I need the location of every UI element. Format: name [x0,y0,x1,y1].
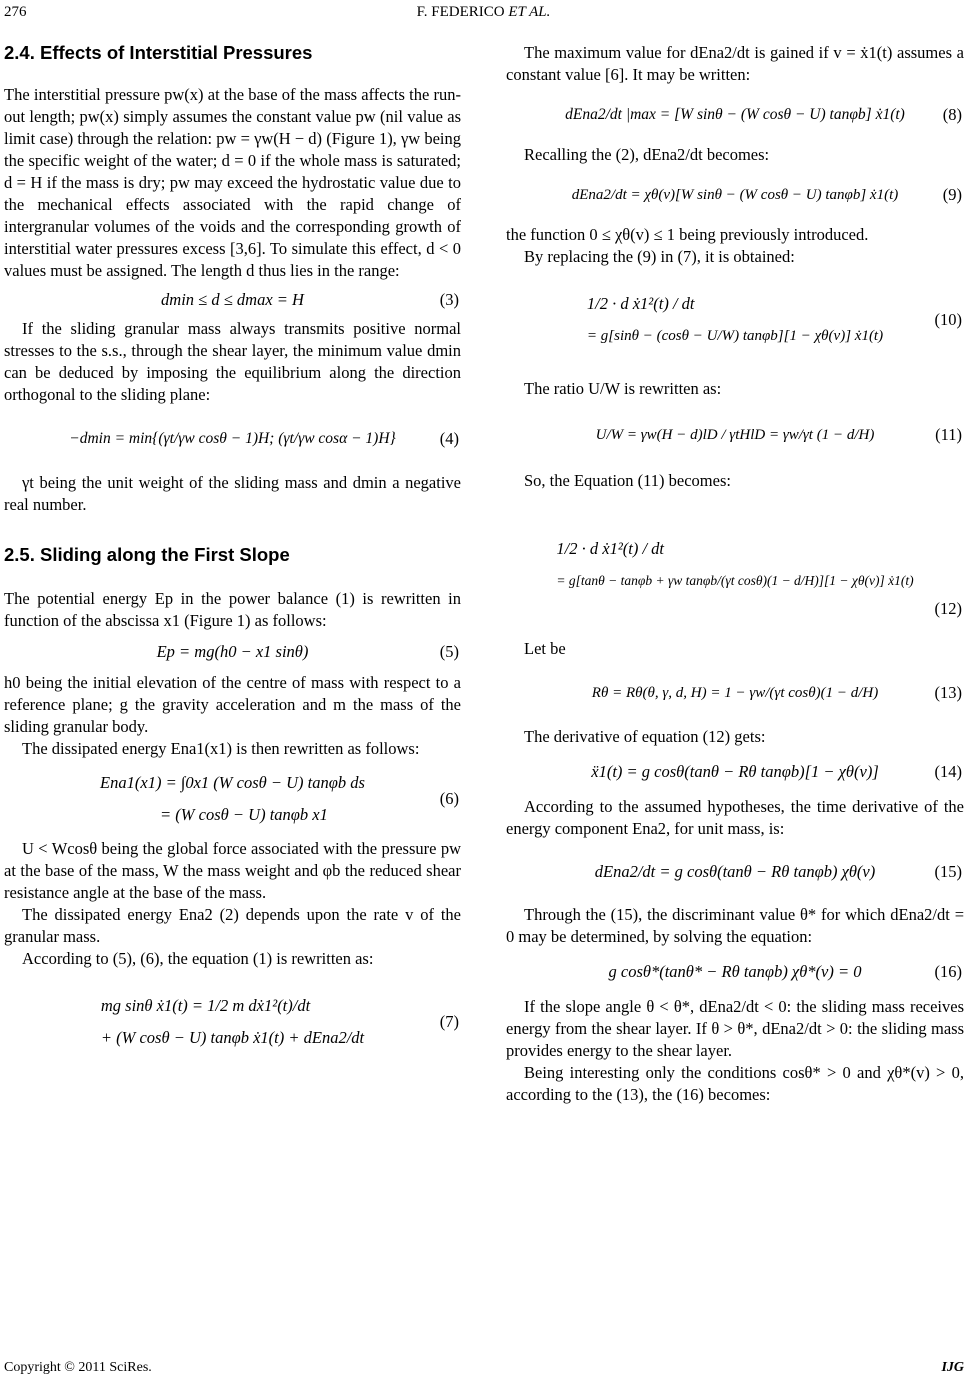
equation-5 [4,632,461,672]
running-head [0,4,967,21]
left-column [4,38,461,1074]
authors: F. FEDERICO [416,4,505,20]
equation-8 [506,86,964,144]
page-header [0,4,967,26]
equation-number: (9) [942,185,962,204]
equation-body: dEna2/dt |max = [W sinθ − (W cosθ − U) tanφb] ẋ1(t) [565,106,905,123]
paragraph: So, the Equation (11) becomes: [524,471,731,490]
equation-body: U/W = γw(H − d)lD / γtHlD = γw/γt (1 − d/H) [595,426,875,443]
copyright: Copyright © 2011 SciRes. [4,1360,152,1375]
section-2-5-heading: 2.5. Sliding along the First Slope [4,544,290,565]
equation-number: (7) [439,1012,459,1031]
equation-body: dEna2/dt = χθ(v)[W sinθ − (W cosθ − U) tanφb] ẋ1(t) [571,186,899,203]
equation-number: (12) [934,598,962,618]
equation-number: (13) [934,683,962,702]
paragraph: The ratio U/W is rewritten as: [524,379,722,398]
equation-rhs: 1/2 m dẋ1²(t)/dt [207,996,311,1015]
equation-number: (8) [942,105,962,124]
paragraph: The maximum value for dEna2/dt is gained if v = ẋ1(t) assumes a constant value [6]. It may be written: [506,43,964,84]
equation-body [101,990,364,1054]
authors-etal: ET AL. [508,4,551,20]
equation-13 [506,660,964,726]
equation-11 [506,400,964,470]
equation-number: (10) [934,310,962,329]
journal-abbrev: IJG [941,1360,964,1375]
equation-6 [4,760,461,838]
equation-number: (11) [935,425,962,444]
equation-16 [506,948,964,996]
paragraph: Let be [524,639,566,658]
paragraph: h0 being the initial elevation of the centre of mass with respect to a reference plane; g the gravity acceleration and m the mass of the sliding granular body. [4,673,461,736]
equation-body: dEna2/dt = g cosθ(tanθ − Rθ tanφb) χθ(v) [594,862,876,881]
equation-body: g cosθ*(tanθ* − Rθ tanφb) χθ*(v) = 0 [608,962,862,981]
equation-body [556,533,913,597]
equation-line: = g[sinθ − (cosθ − U/W) tanφb][1 − χθ(v)] ẋ1(t) [586,328,884,344]
paragraph: Through the (15), the discriminant value θ* for which dEna2/dt = 0 may be determined, by solving the equation: [506,905,964,946]
equation-number: (5) [439,642,459,661]
paragraph: γt being the unit weight of the sliding mass and dmin a negative real number. [4,473,461,514]
equation-number: (3) [439,290,459,309]
equation-body: Rθ = Rθ(θ, γ, d, H) = 1 − γw/(γt cosθ)(1 − d/H) [591,684,879,701]
equation-9 [506,166,964,224]
equation-line: 1/2 · d ẋ1²(t) / dt [586,294,695,313]
equation-body: −dmin = min{(γt/γw cosθ − 1)H; (γt/γw cosα − 1)H} [69,430,396,447]
equation-line: = g[tanθ − tanφb + γw tanφb/(γt cosθ)(1 − d/H)][1 − χθ(v)] ẋ1(t) [556,573,914,588]
equation-body [587,288,883,352]
paragraph: The dissipated energy Ena1(x1) is then rewritten as follows: [22,739,420,758]
paragraph: If the slope angle θ < θ*, dEna2/dt < 0: the sliding mass receives energy from the shear layer. If θ > θ*, dEna2/dt > 0: the sliding mass provides energy to the shear layer. [506,997,964,1060]
equation-3 [4,282,461,318]
paragraph: The dissipated energy Ena2 (2) depends upon the rate v of the granular mass. [4,905,461,946]
paragraph: The derivative of equation (12) gets: [524,727,766,746]
paragraph: Recalling the (2), dEna2/dt becomes: [524,145,770,164]
paragraph: By replacing the (9) in (7), it is obtained: [524,247,795,266]
equation-body: Ep = mg(h0 − x1 sinθ) [156,642,309,661]
paragraph: According to (5), (6), the equation (1) is rewritten as: [22,949,374,968]
equation-7 [4,970,461,1074]
equation-10 [506,268,964,372]
equation-15 [506,840,964,904]
equation-number: (14) [934,762,962,781]
equation-line: + (W cosθ − U) tanφb ẋ1(t) + dEna2/dt [100,1028,365,1047]
paragraph: the function 0 ≤ χθ(v) ≤ 1 being previously introduced. [506,225,869,244]
equation-line: = (W cosθ − U) tanφb x1 [160,805,328,824]
equation-body: ẍ1(t) = g cosθ(tanθ − Rθ tanφb)[1 − χθ(v)] [591,762,879,781]
equation-14 [506,748,964,796]
equation-4 [4,406,461,472]
paragraph: Being interesting only the conditions cosθ* > 0 and χθ*(v) > 0, according to the (13), the (16) becomes: [506,1063,964,1104]
page-number: 276 [4,4,27,20]
right-column [506,38,964,1106]
page-footer [4,1360,964,1376]
equation-number: (16) [934,962,962,981]
paragraph: According to the assumed hypotheses, the time derivative of the energy component Ena2, for unit mass, is: [506,797,964,838]
equation-body [100,767,365,831]
paragraph: If the sliding granular mass always transmits positive normal stresses to the s.s., through the shear layer, the minimum value dmin can be deduced by imposing the equilibrium along the direction orthogonal to the sliding plane: [4,319,461,404]
equation-lhs: mg sinθ ẋ1(t) = [100,996,208,1015]
paragraph: The interstitial pressure pw(x) at the base of the mass affects the run-out length; pw(x) simply assumes the constant value pw (nil value as limit case) through the relation: pw = γw(H − d) (Figure 1), γw being the specific weight of the water; d = 0 if the whole mass is saturated; d = H if the mass is dry; pw may exceed the hydrostatic value due to the mechanical effects associated with the rapid change of intergranular volumes of the voids and the corresponding growth of interstitial water pressures excess [3,6]. To simulate this effect, d < 0 values must be assigned. The length d thus lies in the range: [4,85,461,280]
paragraph: The potential energy Ep in the power balance (1) is rewritten in function of the abscissa x1 (Figure 1) as follows: [4,589,461,630]
section-2-4-heading: 2.4. Effects of Interstitial Pressures [4,42,313,63]
equation-number: (15) [934,862,962,881]
equation-12 [506,492,964,638]
equation-line: Ena1(x1) = ∫0x1 (W cosθ − U) tanφb ds [100,773,365,792]
equation-number: (6) [439,789,459,808]
equation-body: dmin ≤ d ≤ dmax = H [161,290,304,309]
paragraph: U < Wcosθ being the global force associated with the pressure pw at the base of the mass, W the mass weight and φb the reduced shear resistance angle at the base of the mass. [4,839,461,902]
equation-line: 1/2 · d ẋ1²(t) / dt [556,539,665,558]
equation-line [101,990,364,1022]
equation-number: (4) [439,429,459,448]
